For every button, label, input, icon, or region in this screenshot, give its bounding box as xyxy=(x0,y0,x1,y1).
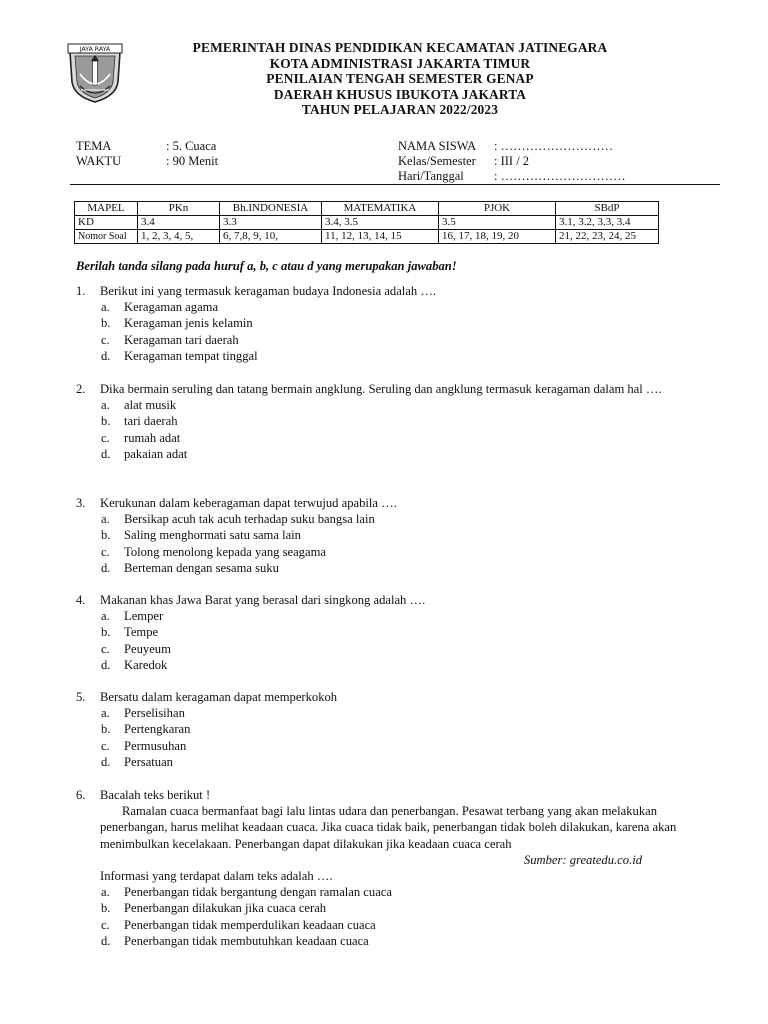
table-cell: 3.4 xyxy=(138,216,220,230)
option-text: Penerbangan dilakukan jika cuaca cerah xyxy=(124,901,327,916)
question-text: Dika bermain seruling dan tatang bermain angklung. Seruling dan angklung termasuk keragaman dalam hal …. xyxy=(100,382,662,396)
option-text: rumah adat xyxy=(124,430,181,445)
table-cell: 3.5 xyxy=(439,216,556,230)
passage-source: Sumber: greatedu.co.id xyxy=(523,852,642,867)
question-text: Kerukunan dalam keberagaman dapat terwujud apabila …. xyxy=(100,496,397,510)
table-cell: 1, 2, 3, 4, 5, xyxy=(138,230,220,244)
option-letter: d. xyxy=(101,754,111,769)
option-b[interactable] xyxy=(76,315,722,331)
option-d[interactable] xyxy=(76,657,722,673)
option-text: Keragaman tari daerah xyxy=(124,332,239,347)
option-letter: c. xyxy=(101,544,110,559)
option-letter: b. xyxy=(101,316,111,331)
question-sub-stem xyxy=(76,868,722,884)
option-letter: c. xyxy=(101,917,110,932)
option-text: Tolong menolong kepada yang seagama xyxy=(124,544,326,559)
tema-row xyxy=(76,139,216,154)
table-cell: 6, 7,8, 9, 10, xyxy=(220,230,322,244)
option-a[interactable] xyxy=(76,884,722,900)
option-text: Saling menghormati satu sama lain xyxy=(124,528,301,543)
table-cell: Bh.INDONESIA xyxy=(220,202,322,216)
kelas-semester-label: Kelas/Semester xyxy=(398,154,476,168)
option-text: Penerbangan tidak bergantung dengan ramalan cuaca xyxy=(124,885,392,900)
nomor-soal-row xyxy=(75,230,659,244)
option-b[interactable] xyxy=(76,527,722,543)
table-cell: MAPEL xyxy=(75,202,138,216)
option-letter: b. xyxy=(101,901,111,916)
letterhead-line-2: KOTA ADMINISTRASI JAKARTA TIMUR xyxy=(269,55,531,71)
option-letter: d. xyxy=(101,348,111,363)
option-text: Berteman dengan sesama suku xyxy=(124,560,279,575)
question-number: 1. xyxy=(76,284,86,298)
option-b[interactable] xyxy=(76,624,722,640)
question-number: 4. xyxy=(76,593,86,607)
question-3 xyxy=(76,495,722,576)
option-letter: a. xyxy=(101,706,110,721)
option-text: Bersikap acuh tak acuh terhadap suku bangsa lain xyxy=(124,512,375,527)
mapel-table xyxy=(74,201,659,244)
letterhead-line-3: PENILAIAN TENGAH SEMESTER GENAP xyxy=(266,71,534,87)
option-letter: b. xyxy=(101,528,111,543)
option-a[interactable] xyxy=(76,511,722,527)
nama-siswa-value: : ……………………… xyxy=(494,139,614,153)
question-number: 2. xyxy=(76,382,86,396)
question-stem xyxy=(76,283,722,299)
option-letter: d. xyxy=(101,657,111,672)
option-c[interactable] xyxy=(76,332,722,348)
option-text: Persatuan xyxy=(124,754,173,769)
option-c[interactable] xyxy=(76,738,722,754)
table-cell: 21, 22, 23, 24, 25 xyxy=(556,230,659,244)
question-stem xyxy=(76,592,722,608)
table-cell: PKn xyxy=(138,202,220,216)
option-d[interactable] xyxy=(76,560,722,576)
nama-siswa-label: NAMA SISWA xyxy=(398,139,477,153)
option-letter: c. xyxy=(101,332,110,347)
option-text: Keragaman tempat tinggal xyxy=(124,348,258,363)
option-letter: c. xyxy=(101,641,110,656)
option-a[interactable] xyxy=(76,299,722,315)
option-a[interactable] xyxy=(76,608,722,624)
table-cell: Nomor Soal xyxy=(75,230,138,244)
kelas-semester-row xyxy=(398,154,529,169)
table-cell: 3.1, 3.2, 3.3, 3.4 xyxy=(556,216,659,230)
option-text: Karedok xyxy=(124,657,168,672)
hari-tanggal-value: : ………………………… xyxy=(494,169,626,183)
option-text: Keragaman agama xyxy=(124,300,219,315)
question-stem xyxy=(76,787,722,803)
option-letter: a. xyxy=(101,609,110,624)
option-letter: d. xyxy=(101,560,111,575)
logo-banner-text: JAYA RAYA xyxy=(79,46,111,53)
option-c[interactable] xyxy=(76,430,722,446)
option-b[interactable] xyxy=(76,721,722,737)
letterhead-line-1: PEMERINTAH DINAS PENDIDIKAN KECAMATAN JATINEGARA xyxy=(192,40,608,55)
kd-row xyxy=(75,216,659,230)
option-letter: b. xyxy=(101,414,111,429)
option-d[interactable] xyxy=(76,348,722,364)
question-4 xyxy=(76,592,722,673)
table-cell: 16, 17, 18, 19, 20 xyxy=(439,230,556,244)
kelas-semester-value: : III / 2 xyxy=(494,154,530,168)
waktu-row xyxy=(76,154,218,169)
option-letter: a. xyxy=(101,885,110,900)
option-letter: a. xyxy=(101,512,110,527)
option-letter: b. xyxy=(101,625,111,640)
option-letter: d. xyxy=(101,446,111,461)
option-c[interactable] xyxy=(76,641,722,657)
option-letter: c. xyxy=(101,430,110,445)
table-cell: KD xyxy=(75,216,138,230)
option-letter: a. xyxy=(101,300,110,315)
option-letter: d. xyxy=(101,933,111,948)
option-text: pakaian adat xyxy=(124,446,188,461)
table-cell: SBdP xyxy=(556,202,659,216)
question-stem xyxy=(76,689,722,705)
letterhead xyxy=(130,40,670,118)
option-c[interactable] xyxy=(76,544,722,560)
question-stem xyxy=(76,495,722,511)
option-text: Peuyeum xyxy=(124,641,171,656)
question-text: Makanan khas Jawa Barat yang berasal dari singkong adalah …. xyxy=(100,593,426,607)
option-text: tari daerah xyxy=(124,414,178,429)
letterhead-line-5: TAHUN PELAJARAN 2022/2023 xyxy=(301,102,499,118)
question-2 xyxy=(76,381,722,462)
question-text: Bersatu dalam keragaman dapat memperkokoh xyxy=(100,690,338,704)
option-letter: b. xyxy=(101,722,111,737)
option-text: Tempe xyxy=(124,625,159,640)
question-6 xyxy=(76,787,722,949)
question-number: 6. xyxy=(76,788,86,802)
question-number: 5. xyxy=(76,690,86,704)
option-letter: c. xyxy=(101,738,110,753)
option-c[interactable] xyxy=(76,917,722,933)
question-number: 3. xyxy=(76,496,86,510)
option-text: Permusuhan xyxy=(124,738,187,753)
hari-tanggal-row xyxy=(398,169,626,184)
instruction-text: Berilah tanda silang pada huruf a, b, c atau d yang merupakan jawaban! xyxy=(76,259,457,273)
option-b[interactable] xyxy=(76,413,722,429)
nama-siswa-row xyxy=(398,139,613,154)
question-5 xyxy=(76,689,722,770)
option-d[interactable] xyxy=(76,933,722,949)
option-text: Penerbangan tidak membutuhkan keadaan cuaca xyxy=(124,933,369,948)
option-text: Lemper xyxy=(124,609,164,624)
header-divider xyxy=(70,184,720,185)
letterhead-line-4: DAERAH KHUSUS IBUKOTA JAKARTA xyxy=(273,86,527,102)
option-text: Keragaman jenis kelamin xyxy=(124,316,253,331)
jakarta-coat-of-arms-logo xyxy=(66,42,124,104)
table-cell: PJOK xyxy=(439,202,556,216)
tema-label: TEMA xyxy=(76,139,112,153)
question-1 xyxy=(76,283,722,364)
option-d[interactable] xyxy=(76,754,722,770)
option-text: Penerbangan tidak memperdulikan keadaan cuaca xyxy=(124,917,376,932)
option-text: alat musik xyxy=(124,398,177,413)
hari-tanggal-label: Hari/Tanggal xyxy=(398,169,464,183)
question-stem xyxy=(76,381,722,397)
reading-passage: Ramalan cuaca bermanfaat bagi lalu lintas udara dan penerbangan. Pesawat terbang yang akan melakukan penerbangan, harus melihat keadaan cuaca. Jika cuaca tidak baik, penerbangan tidak boleh dilakukan, karena akan menimbulkan kecelakaan. Penerbangan dapat dilakukan jika keadaan cuaca cerah xyxy=(100,804,677,851)
option-b[interactable] xyxy=(76,900,722,916)
option-a[interactable] xyxy=(76,397,722,413)
mapel-header-row xyxy=(75,202,659,216)
waktu-value: : 90 Menit xyxy=(166,154,219,168)
option-text: Perselisihan xyxy=(124,706,185,721)
question-text: Informasi yang terdapat dalam teks adalah …. xyxy=(100,869,333,884)
question-text: Bacalah teks berikut ! xyxy=(100,788,211,802)
option-d[interactable] xyxy=(76,446,722,462)
option-letter: a. xyxy=(101,398,110,413)
table-cell: 3.4, 3.5 xyxy=(322,216,439,230)
table-cell: MATEMATIKA xyxy=(322,202,439,216)
waktu-label: WAKTU xyxy=(76,154,122,168)
option-a[interactable] xyxy=(76,705,722,721)
question-text: Berikut ini yang termasuk keragaman budaya Indonesia adalah …. xyxy=(100,284,437,298)
table-cell: 11, 12, 13, 14, 15 xyxy=(322,230,439,244)
option-text: Pertengkaran xyxy=(124,722,191,737)
table-cell: 3.3 xyxy=(220,216,322,230)
tema-value: : 5. Cuaca xyxy=(166,139,217,153)
